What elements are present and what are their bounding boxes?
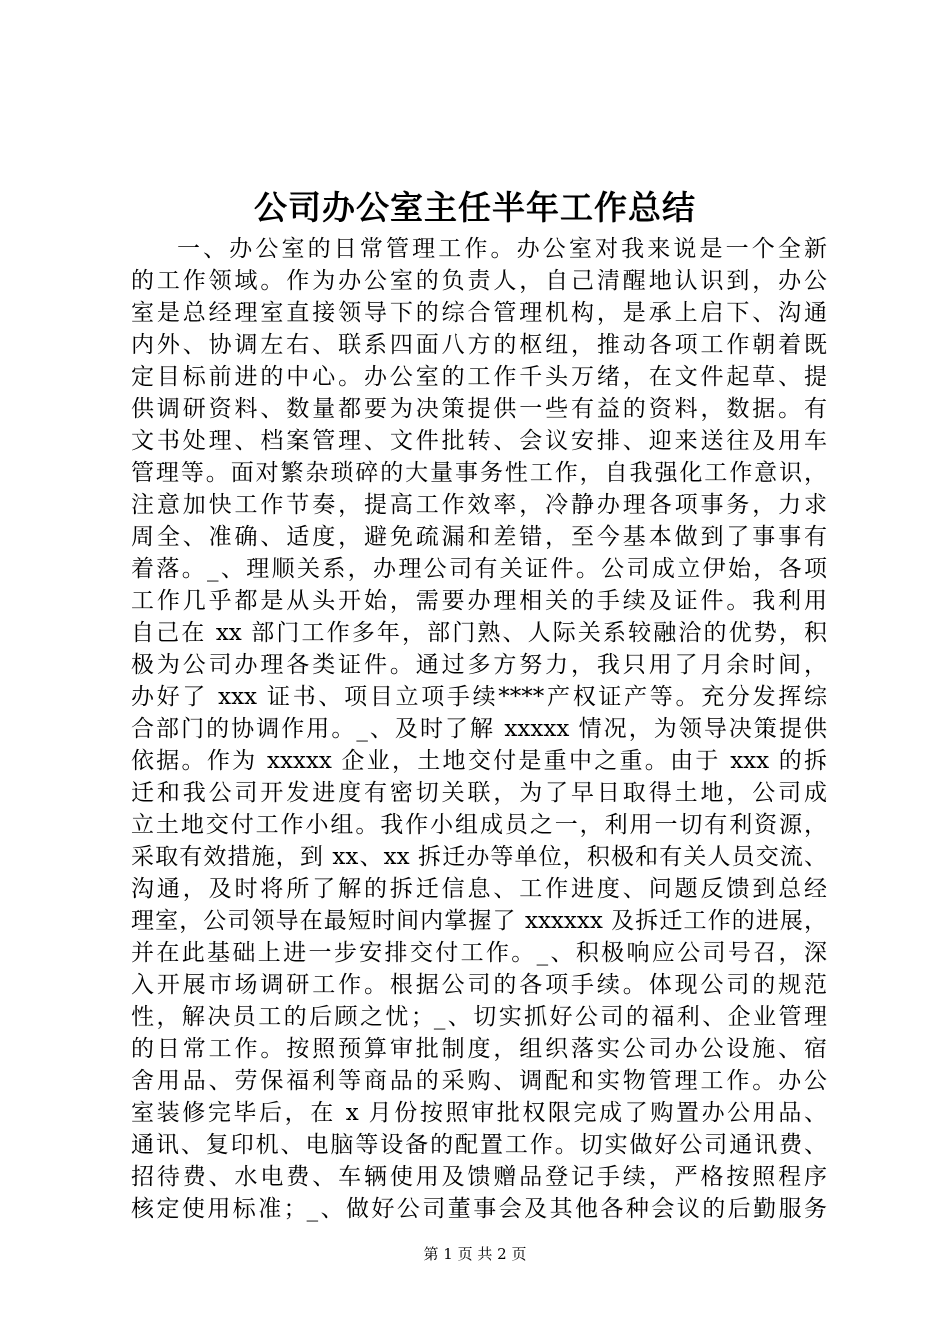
- paragraph-line: 室是总经理室直接领导下的综合管理机构，是承上启下、沟通: [131, 300, 827, 326]
- paragraph-line: 采取有效措施，到 xx、xx 拆迁办等单位，积极和有关人员交流、: [131, 844, 827, 870]
- paragraph-line: 的工作领域。作为办公室的负责人，自己清醒地认识到，办公: [131, 268, 827, 294]
- paragraph-line: 并在此基础上进一步安排交付工作。_、积极响应公司号召，深: [131, 940, 827, 966]
- paragraph-line: 依据。作为 xxxxx 企业，土地交付是重中之重。由于 xxx 的拆: [131, 748, 827, 774]
- paragraph-line: 性，解决员工的后顾之忧；_、切实抓好公司的福利、企业管理: [131, 1004, 827, 1030]
- paragraph-line: 沟通，及时将所了解的拆迁信息、工作进度、问题反馈到总经: [131, 876, 827, 902]
- paragraph-line: 招待费、水电费、车辆使用及馈赠品登记手续，严格按照程序: [131, 1164, 827, 1190]
- paragraph-line: 立土地交付工作小组。我作小组成员之一，利用一切有利资源，: [131, 812, 827, 838]
- paragraph-line: 周全、准确、适度，避免疏漏和差错，至今基本做到了事事有: [131, 524, 827, 550]
- paragraph-line: 极为公司办理各类证件。通过多方努力，我只用了月余时间，: [131, 652, 827, 678]
- page-number-footer: 第 1 页 共 2 页: [423, 1245, 527, 1263]
- paragraph-line: 一、办公室的日常管理工作。办公室对我来说是一个全新: [177, 236, 827, 262]
- paragraph-line: 着落。_、理顺关系，办理公司有关证件。公司成立伊始，各项: [131, 556, 827, 582]
- paragraph-line: 供调研资料、数量都要为决策提供一些有益的资料，数据。有: [131, 396, 827, 422]
- paragraph-line: 文书处理、档案管理、文件批转、会议安排、迎来送往及用车: [131, 428, 827, 454]
- document-body: [131, 233, 827, 1225]
- paragraph-line: 工作几乎都是从头开始，需要办理相关的手续及证件。我利用: [131, 588, 827, 614]
- paragraph-line: 自己在 xx 部门工作多年，部门熟、人际关系较融洽的优势，积: [131, 620, 827, 646]
- paragraph-line: 内外、协调左右、联系四面八方的枢纽，推动各项工作朝着既: [131, 332, 827, 358]
- document-title: 公司办公室主任半年工作总结: [254, 188, 696, 227]
- paragraph-line: 定目标前进的中心。办公室的工作千头万绪，在文件起草、提: [131, 364, 827, 390]
- paragraph-line: 理室，公司领导在最短时间内掌握了 xxxxxx 及拆迁工作的进展，: [131, 908, 827, 934]
- paragraph-line: 办好了 xxx 证书、项目立项手续****产权证产等。充分发挥综: [131, 684, 827, 710]
- paragraph-line: 注意加快工作节奏，提高工作效率，冷静办理各项事务，力求: [131, 492, 827, 518]
- paragraph-line: 迁和我公司开发进度有密切关联，为了早日取得土地，公司成: [131, 780, 827, 806]
- paragraph-line: 核定使用标准；_、做好公司董事会及其他各种会议的后勤服务: [131, 1196, 827, 1222]
- paragraph-line: 舍用品、劳保福利等商品的采购、调配和实物管理工作。办公: [131, 1068, 827, 1094]
- paragraph-line: 通讯、复印机、电脑等设备的配置工作。切实做好公司通讯费、: [131, 1132, 827, 1158]
- paragraph-line: 的日常工作。按照预算审批制度，组织落实公司办公设施、宿: [131, 1036, 827, 1062]
- paragraph-line: 合部门的协调作用。_、及时了解 xxxxx 情况，为领导决策提供: [131, 716, 827, 742]
- paragraph-line: 入开展市场调研工作。根据公司的各项手续。体现公司的规范: [131, 972, 827, 998]
- paragraph-line: 管理等。面对繁杂琐碎的大量事务性工作，自我强化工作意识，: [131, 460, 827, 486]
- paragraph-line: 室装修完毕后，在 x 月份按照审批权限完成了购置办公用品、: [131, 1100, 827, 1126]
